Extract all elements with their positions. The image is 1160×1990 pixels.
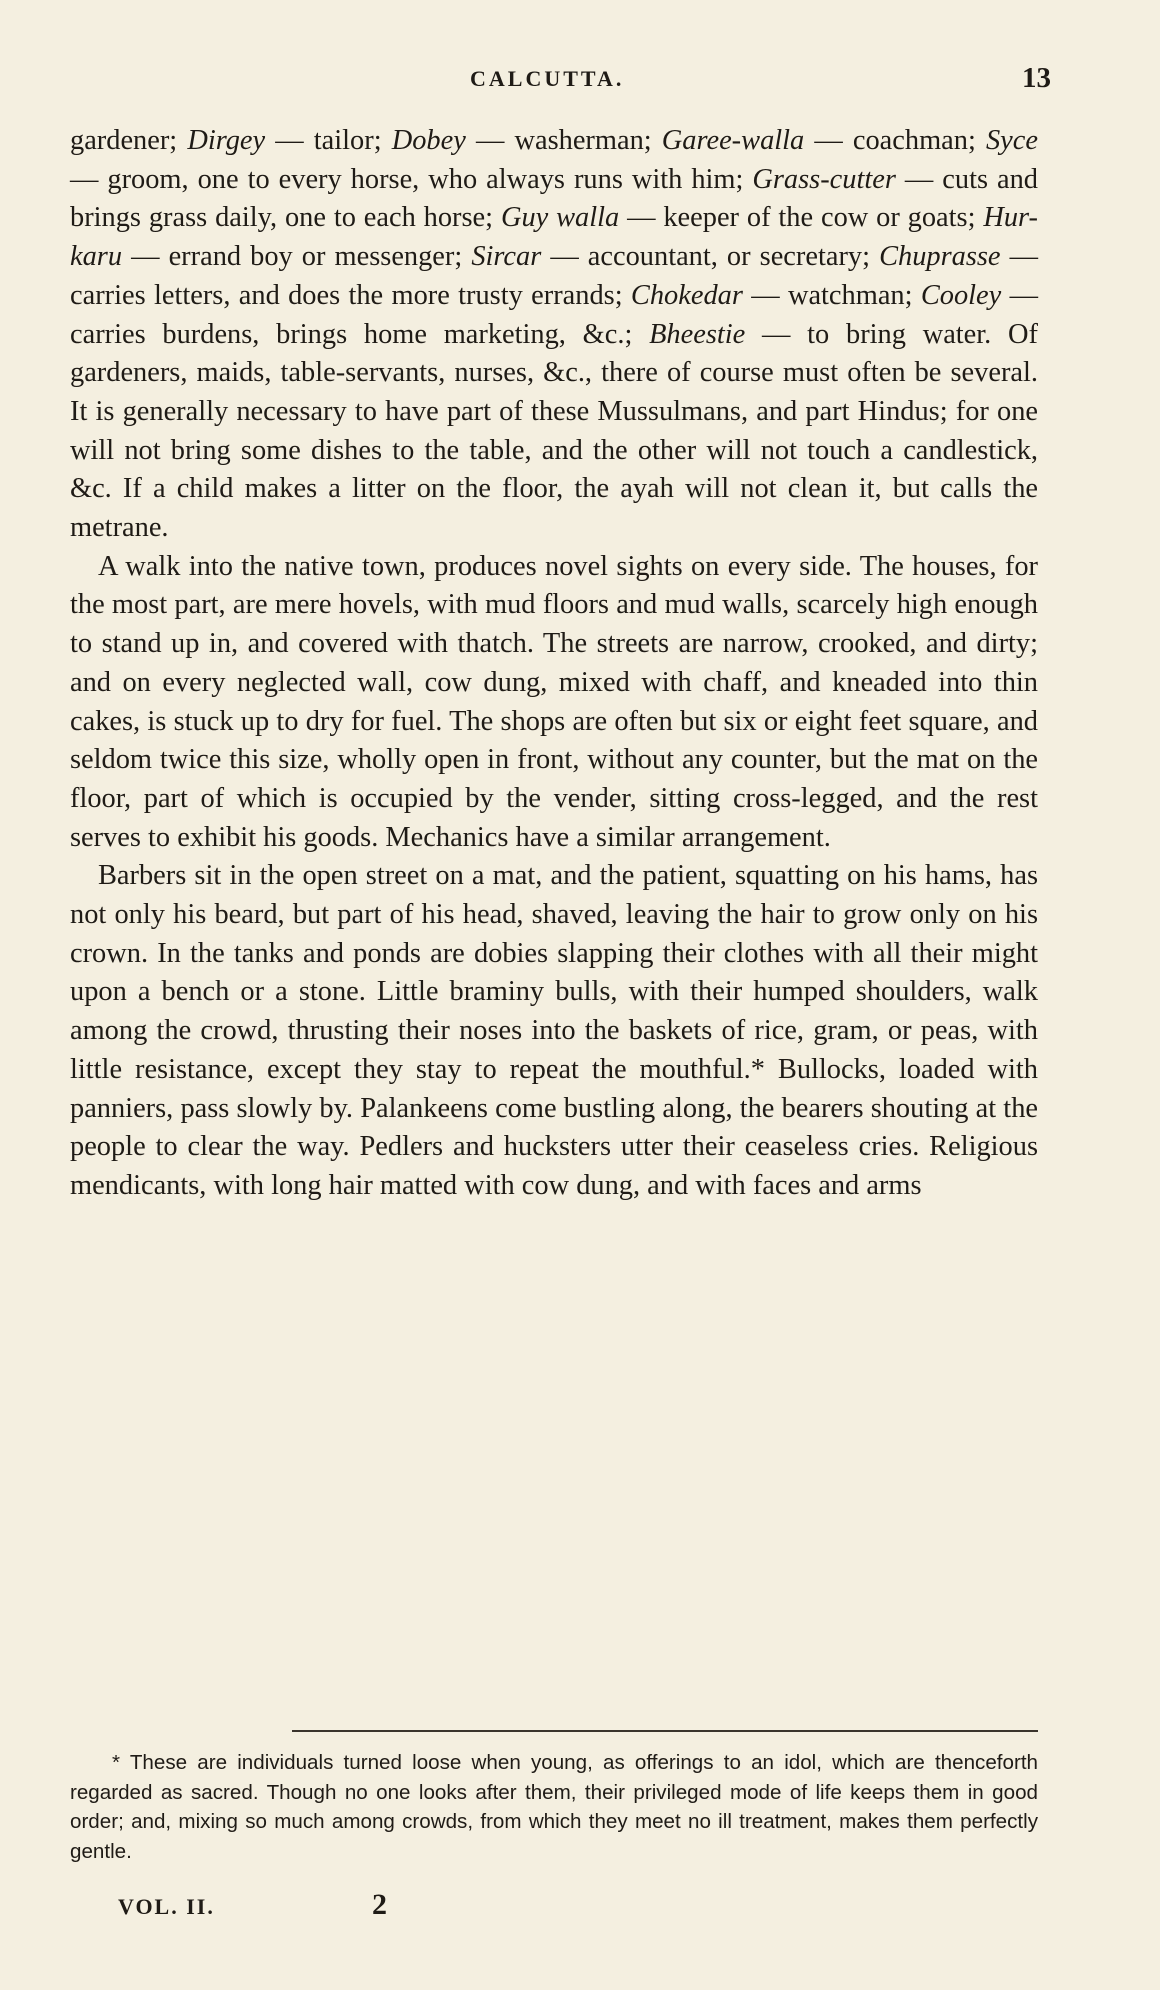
body-paragraph (70, 857, 1038, 1205)
italic-term: Cooley (920, 279, 1002, 311)
text-run: — to bring water. Of gardeners, maids, table-servants, nurses, &c., there of course must often be several. It is generally necessary to have part of these Mussulmans, and part Hindus; for one will not bring some dishes to the table, and the other will not touch a candlestick, &c. If a child makes a litter on the floor, the ayah will not clean it, but calls the metrane. (70, 318, 1038, 544)
text-run: A walk into the native town, produces novel sights on every side. The houses, for the most part, are mere hovels, with mud floors and mud walls, scarcely high enough to stand up in, and covered with thatch. The streets are narrow, crooked, and dirty; and on every neglected wall, cow dung, mixed with chaff, and kneaded into thin cakes, is stuck up to dry for fuel. The shops are often but six or eight feet square, and seldom twice this size, wholly open in front, without any counter, but the mat on the floor, part of which is occupied by the vender, sitting cross-legged, and the rest serves to exhibit his goods. Mechanics have a similar arrangement. (70, 550, 1038, 853)
footnote (70, 1748, 1038, 1866)
italic-term: Bheestie (649, 318, 746, 350)
page-header (0, 62, 1160, 106)
text-run: — carries letters, and does the more trusty errands; (70, 241, 1038, 311)
text-run: Barbers sit in the open street on a mat, and the patient, squatting on his hams, has not only his beard, but part of his head, shaved, leaving the hair to grow only on his crown. In the tanks and ponds are dobies slapping their clothes with all their might upon a bench or a stone. Little braminy bulls, with their humped shoulders, walk among the crowd, thrusting their noses into the baskets of rice, gram, or peas, with little resistance, except they stay to repeat the mouthful.* Bullocks, loaded with panniers, pass slowly by. Palankeens come bustling along, the bearers shouting at the people to clear the way. Pedlers and hucksters utter their ceaseless cries. Religious mendicants, with long hair matted with cow dung, and with faces and arms (70, 860, 1038, 1201)
italic-term: Sircar (471, 241, 542, 273)
volume-mark: VOL. II. (118, 1894, 215, 1919)
italic-term: Chuprasse (879, 241, 1001, 273)
italic-term: Dirgey (187, 125, 266, 156)
footnote-rule (292, 1730, 1038, 1732)
body-paragraph (70, 122, 1038, 548)
text-run: gardener; (70, 125, 188, 156)
text-run: — errand boy or messenger; (122, 241, 472, 273)
text-run: — carries burdens, brings home marketing, &c.; (70, 279, 1038, 350)
italic-term: Dobey (391, 125, 466, 156)
text-run: — groom, one to every horse, who always runs with him; (70, 163, 753, 195)
footnote-text: * These are individuals turned loose when young, as offerings to an idol, which are thenceforth regarded as sacred. Though no one looks after them, their privileged mode of life keeps them in good order; and, mixing so much among crowds, from which they meet no ill treatment, makes them perfectly gentle. (70, 1751, 1038, 1863)
text-run: — tailor; (265, 125, 392, 156)
italic-term: Garee-walla (661, 125, 805, 156)
signature-mark: 2 (372, 1888, 387, 1921)
italic-term: Hur-karu (70, 202, 1038, 273)
body-text (70, 122, 1038, 1206)
body-paragraph (70, 548, 1038, 858)
page-number: 13 (1022, 62, 1051, 94)
running-title: CALCUTTA. (470, 66, 625, 91)
text-run: — keeper of the cow or goats; (619, 202, 984, 234)
text-run: — washerman; (465, 125, 662, 156)
text-run: — watchman; (742, 279, 921, 311)
text-run: — accountant, or secretary; (541, 241, 880, 273)
italic-term: Syce (985, 125, 1038, 156)
italic-term: Guy walla (500, 202, 620, 234)
italic-term: Chokedar (630, 279, 743, 311)
text-run: — cuts and brings grass daily, one to each horse; (70, 163, 1038, 234)
signature-line (0, 1888, 1160, 1934)
italic-term: Grass-cutter (752, 163, 896, 195)
text-run: — coachman; (804, 125, 986, 156)
